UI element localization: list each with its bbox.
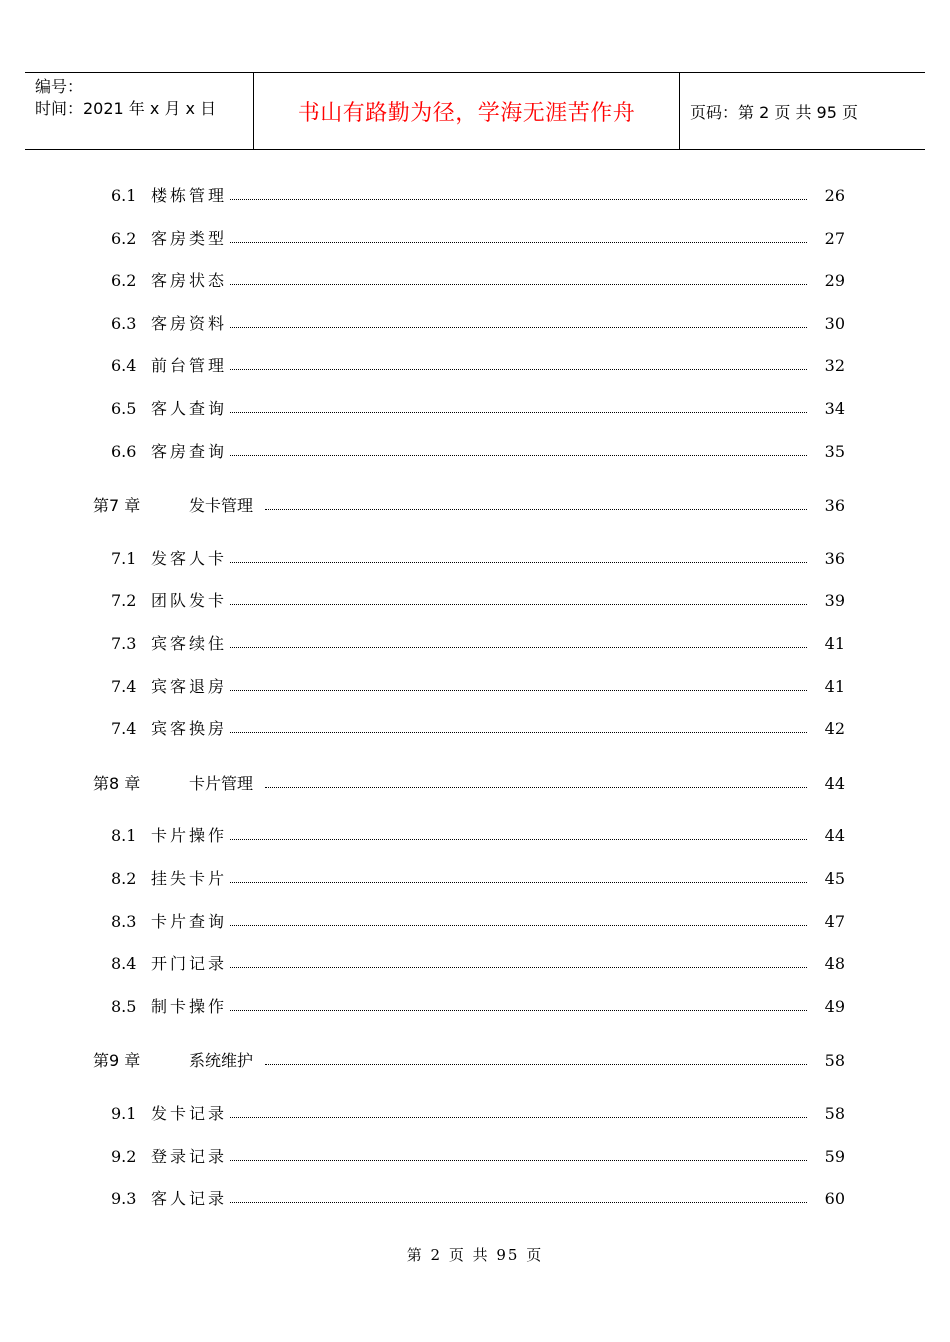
toc-leader-dots [223,284,807,285]
toc-entry-number: 6.4 [111,356,137,375]
toc-entry-title: 客房查询 [151,442,228,461]
toc-entry-page: 58 [824,1104,845,1123]
toc-section-entry[interactable] [111,441,845,463]
toc-leader-dots [223,925,807,926]
toc-entry-page: 41 [824,677,845,696]
toc-entry-title: 宾客换房 [151,719,228,738]
toc-entry-page: 26 [824,186,845,205]
toc-entry-number: 7.3 [111,634,137,653]
toc-entry-number: 8.1 [111,826,137,845]
toc-entry-title: 宾客退房 [151,677,228,696]
toc-leader-dots [223,604,807,605]
toc-entry-page: 36 [824,496,845,515]
toc-entry-number: 7.4 [111,677,137,696]
toc-section-entry[interactable] [111,313,845,335]
toc-leader-dots [265,787,807,788]
toc-section-entry[interactable] [111,185,845,207]
toc-leader-dots [223,839,807,840]
toc-entry-title: 发客人卡 [151,549,228,568]
toc-entry-title: 客房资料 [151,314,228,333]
toc-entry-number: 6.2 [111,229,137,248]
toc-section-entry[interactable] [111,1146,845,1168]
toc-entry-page: 59 [824,1147,845,1166]
toc-section-entry[interactable] [111,633,845,655]
toc-entry-page: 49 [824,997,845,1016]
toc-entry-title: 团队发卡 [151,591,228,610]
toc-entry-page: 30 [824,314,845,333]
toc-entry-title: 发卡记录 [151,1104,228,1123]
toc-leader-dots [223,412,807,413]
toc-chapter-entry[interactable] [93,1050,845,1072]
toc-section-entry[interactable] [111,398,845,420]
toc-entry-title: 卡片管理 [189,774,254,793]
toc-section-entry[interactable] [111,1188,845,1210]
toc-entry-number: 6.6 [111,442,137,461]
toc-entry-title: 卡片操作 [151,826,228,845]
toc-entry-number: 9.2 [111,1147,137,1166]
toc-leader-dots [223,562,807,563]
toc-entry-title: 客房状态 [151,271,228,290]
toc-entry-page: 60 [824,1189,845,1208]
page-header [25,72,925,150]
toc-entry-page: 47 [824,912,845,931]
toc-section-entry[interactable] [111,228,845,250]
toc-leader-dots [223,967,807,968]
toc-chapter-entry[interactable] [93,495,845,517]
toc-entry-number: 9.1 [111,1104,137,1123]
toc-section-entry[interactable] [111,718,845,740]
header-page-info: 页码：第 2 页 共 95 页 [690,103,858,122]
toc-entry-title: 客人查询 [151,399,228,418]
toc-entry-number: 7.2 [111,591,137,610]
toc-leader-dots [223,690,807,691]
toc-entry-page: 42 [824,719,845,738]
toc-entry-number: 第7 章 [93,496,141,515]
toc-entry-number: 8.2 [111,869,137,888]
toc-leader-dots [223,1160,807,1161]
toc-section-entry[interactable] [111,996,845,1018]
toc-entry-page: 32 [824,356,845,375]
toc-chapter-entry[interactable] [93,773,845,795]
toc-entry-title: 登录记录 [151,1147,228,1166]
toc-section-entry[interactable] [111,676,845,698]
toc-section-entry[interactable] [111,355,845,377]
toc-section-entry[interactable] [111,590,845,612]
toc-entry-number: 7.4 [111,719,137,738]
toc-entry-number: 8.4 [111,954,137,973]
toc-entry-title: 挂失卡片 [151,869,228,888]
toc-leader-dots [223,647,807,648]
toc-entry-title: 客人记录 [151,1189,228,1208]
header-bottom-rule [25,149,925,150]
toc-entry-number: 7.1 [111,549,137,568]
toc-entry-number: 6.2 [111,271,137,290]
toc-entry-title: 前台管理 [151,356,228,375]
toc-entry-page: 34 [824,399,845,418]
toc-entry-page: 35 [824,442,845,461]
header-divider-right [679,72,680,150]
toc-leader-dots [265,1064,807,1065]
toc-leader-dots [223,1010,807,1011]
toc-leader-dots [223,369,807,370]
toc-leader-dots [223,455,807,456]
toc-section-entry[interactable] [111,270,845,292]
toc-entry-title: 发卡管理 [189,496,254,515]
toc-entry-number: 6.1 [111,186,137,205]
toc-entry-page: 41 [824,634,845,653]
toc-entry-page: 36 [824,549,845,568]
header-number-label: 编号： [35,77,84,96]
toc-entry-number: 第8 章 [93,774,141,793]
toc-entry-title: 客房类型 [151,229,228,248]
toc-leader-dots [223,1117,807,1118]
page-footer: 第 2 页 共 95 页 [406,1246,544,1264]
toc-entry-number: 第9 章 [93,1051,141,1070]
toc-leader-dots [223,242,807,243]
toc-entry-title: 卡片查询 [151,912,228,931]
toc-entry-title: 宾客续住 [151,634,228,653]
header-motto: 书山有路勤为径，学海无涯苦作舟 [297,101,636,126]
toc-entry-page: 27 [824,229,845,248]
toc-entry-page: 44 [824,826,845,845]
toc-entry-title: 开门记录 [151,954,228,973]
toc-entry-number: 8.3 [111,912,137,931]
toc-entry-page: 45 [824,869,845,888]
toc-section-entry[interactable] [111,868,845,890]
toc-section-entry[interactable] [111,953,845,975]
header-top-rule [25,72,925,73]
toc-entry-number: 9.3 [111,1189,137,1208]
toc-leader-dots [223,732,807,733]
toc-entry-title: 楼栋管理 [151,186,228,205]
toc-entry-page: 48 [824,954,845,973]
toc-section-entry[interactable] [111,548,845,570]
toc-entry-number: 6.5 [111,399,137,418]
toc-entry-page: 44 [824,774,845,793]
toc-section-entry[interactable] [111,911,845,933]
toc-leader-dots [223,1202,807,1203]
toc-leader-dots [223,882,807,883]
toc-entry-page: 39 [824,591,845,610]
toc-entry-title: 系统维护 [189,1051,254,1070]
toc-entry-page: 58 [824,1051,845,1070]
toc-entry-number: 8.5 [111,997,137,1016]
toc-section-entry[interactable] [111,825,845,847]
header-meta [35,76,216,120]
toc-entry-number: 6.3 [111,314,137,333]
toc-leader-dots [265,509,807,510]
toc-leader-dots [223,199,807,200]
toc-entry-title: 制卡操作 [151,997,228,1016]
toc-entry-page: 29 [824,271,845,290]
toc-section-entry[interactable] [111,1103,845,1125]
toc-leader-dots [223,327,807,328]
header-time-label: 时间：2021 年 x 月 x 日 [35,99,217,118]
